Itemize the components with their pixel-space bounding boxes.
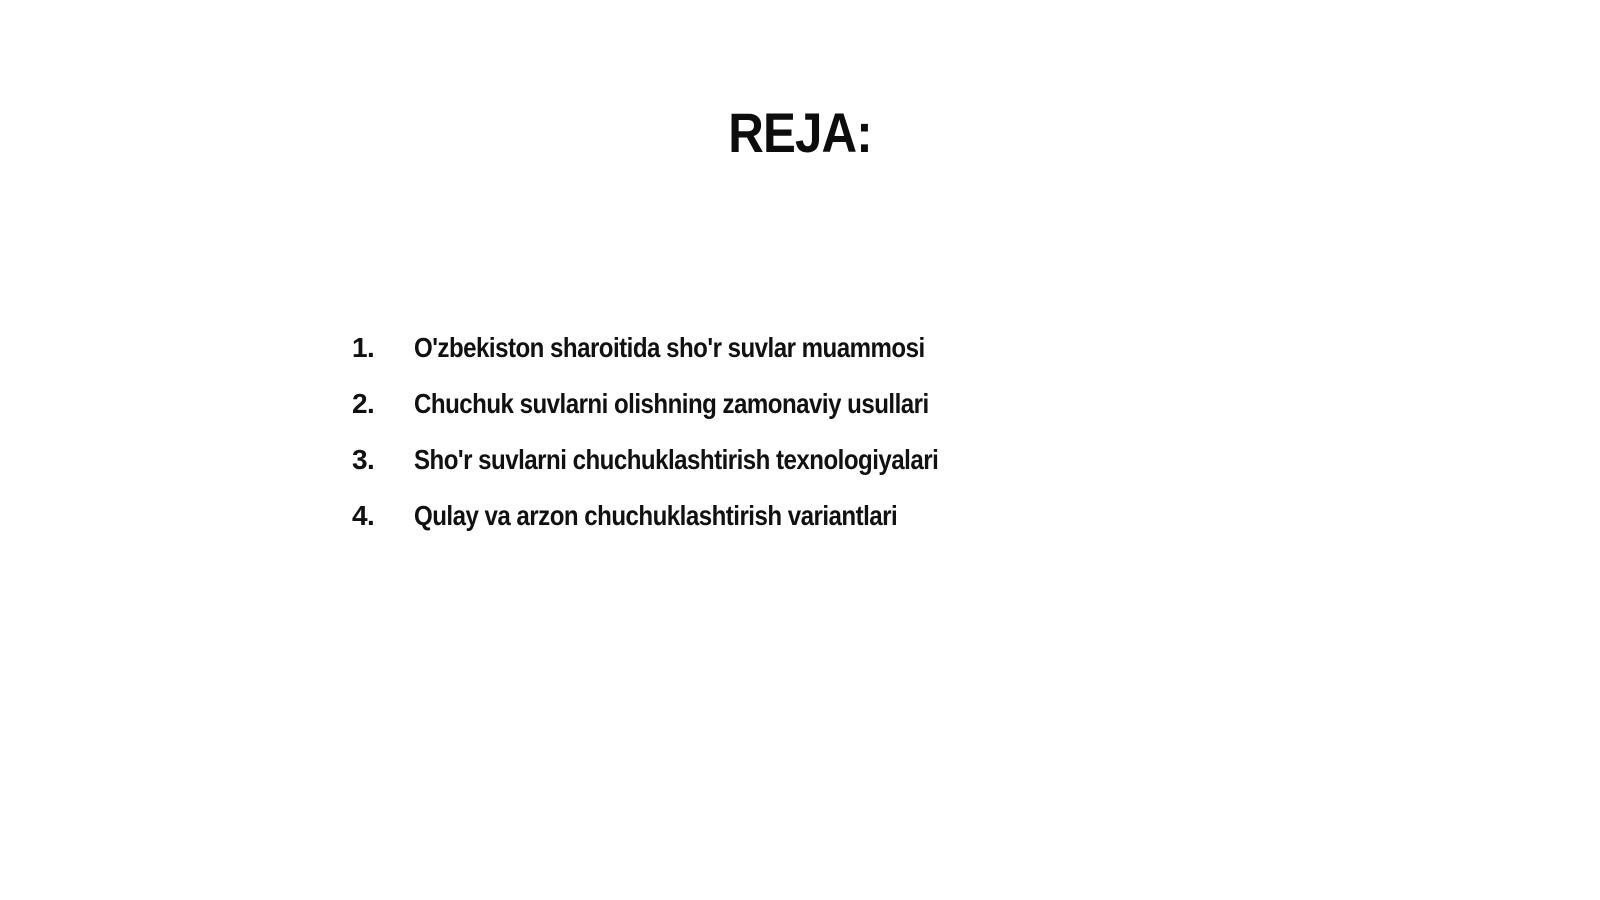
agenda-list xyxy=(352,332,1024,556)
agenda-item-number: 2. xyxy=(352,388,375,419)
agenda-item-number: 3. xyxy=(352,444,375,475)
agenda-item-number: 4. xyxy=(352,500,375,531)
agenda-item-3 xyxy=(352,444,1024,500)
agenda-item-1 xyxy=(352,332,1024,388)
agenda-item-text: Chuchuk suvlarni olishning zamonaviy usullari xyxy=(414,388,929,419)
agenda-item-number: 1. xyxy=(352,332,375,363)
agenda-item-2 xyxy=(352,388,1024,444)
agenda-item-text: O'zbekiston sharoitida sho'r suvlar muammosi xyxy=(414,332,925,363)
slide-title: REJA: xyxy=(728,101,872,164)
agenda-item-text: Qulay va arzon chuchuklashtirish variantlari xyxy=(414,500,898,531)
agenda-item-4 xyxy=(352,500,1024,556)
agenda-item-text: Sho'r suvlarni chuchuklashtirish texnologiyalari xyxy=(414,444,939,475)
